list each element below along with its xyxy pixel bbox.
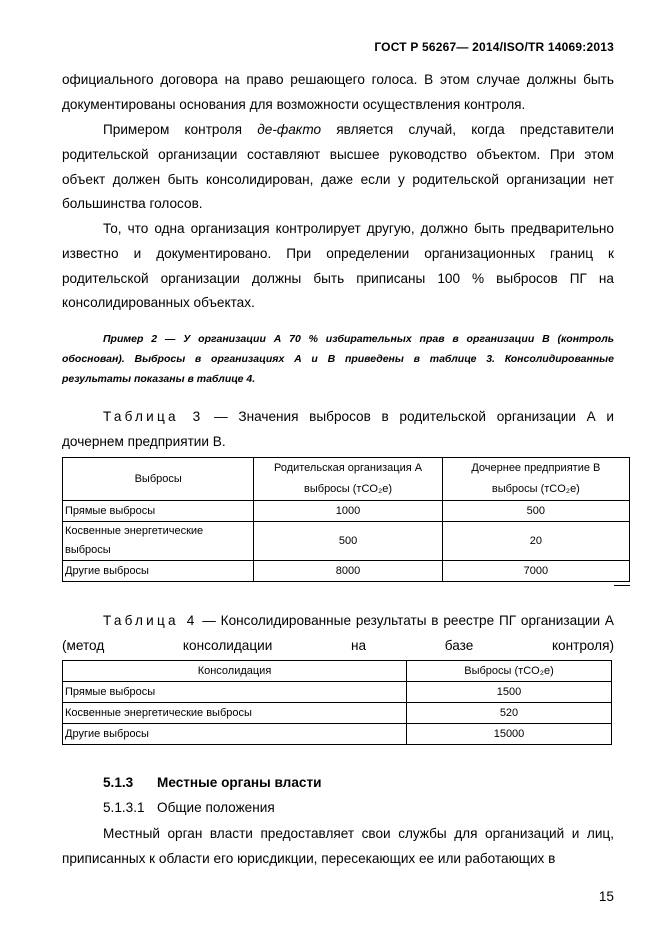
value-cell: 7000 bbox=[442, 561, 629, 582]
row-label bbox=[63, 522, 254, 561]
table-row bbox=[63, 703, 612, 724]
header-cell: Выбросы (тCO₂e) bbox=[407, 661, 612, 682]
value-cell: 500 bbox=[442, 501, 629, 522]
subsection-number: 5.1.3.1 bbox=[103, 800, 145, 815]
row-label: Косвенные энергетические выбросы bbox=[63, 703, 407, 724]
value-cell: 1500 bbox=[407, 682, 612, 703]
section-title: Местные органы власти bbox=[157, 775, 322, 790]
header-line: Дочернее предприятие В bbox=[471, 462, 601, 474]
paragraph-text: Примером контроля bbox=[103, 122, 258, 137]
subsection-title: Общие положения bbox=[157, 800, 275, 815]
table-header-row bbox=[63, 458, 630, 501]
header-line: выбросы (тCO₂e) bbox=[491, 483, 580, 495]
table-row bbox=[63, 501, 630, 522]
header-line: выбросы (тCO₂e) bbox=[304, 483, 393, 495]
table-label: Таблица 3 bbox=[103, 409, 204, 424]
header-cell: Выбросы bbox=[63, 458, 254, 501]
value-cell: 1000 bbox=[254, 501, 442, 522]
table-3-emissions bbox=[62, 457, 630, 582]
italic-term: де-факто bbox=[257, 122, 322, 137]
paragraph-de-facto-example bbox=[62, 118, 614, 217]
paragraph-control-basis: официального договора на право решающего голоса. В этом случае должны быть документированы основания для возможности осуществления контроля. bbox=[62, 72, 614, 112]
value-cell: 500 bbox=[254, 522, 442, 561]
paragraph-local-authority: Местный орган власти предоставляет свои службы для организаций и лиц, приписанных к области его юрисдикции, пересекающих ее или работающих в bbox=[62, 826, 614, 866]
row-label: Прямые выбросы bbox=[63, 682, 407, 703]
table-header-row bbox=[63, 661, 612, 682]
header-cell: Консолидация bbox=[63, 661, 407, 682]
table-label: Таблица 4 bbox=[103, 613, 198, 628]
row-label-line: Косвенные энергетические bbox=[65, 525, 204, 537]
table-row bbox=[63, 522, 630, 561]
caption-text: — Значения выбросов в родительской организации А и дочернем предприятии В. bbox=[62, 409, 615, 449]
section-number: 5.1.3 bbox=[103, 775, 134, 790]
example-2-note bbox=[62, 329, 614, 389]
row-label: Другие выбросы bbox=[63, 561, 254, 582]
table-border-artifact bbox=[614, 585, 630, 586]
row-label: Другие выбросы bbox=[63, 724, 407, 745]
paragraph-text: является случай, когда представители родительской организации составляют высшее руководство объектом. При этом объект должен быть консолидирован, даже если у родительской организации нет большинства голосов. bbox=[62, 122, 615, 212]
table-row bbox=[63, 724, 612, 745]
table-3-caption bbox=[62, 405, 614, 455]
table-4-consolidated bbox=[62, 660, 612, 745]
row-label-line: выбросы bbox=[65, 544, 111, 556]
value-cell: 20 bbox=[442, 522, 629, 561]
value-cell: 15000 bbox=[407, 724, 612, 745]
caption-text: — Консолидированные результаты в реестре ПГ организации А (метод консолидации на базе контроля) bbox=[62, 613, 614, 653]
example-line: Пример 2 — У организации А 70 % избирательных прав в организации В (контроль bbox=[103, 333, 614, 345]
table-row bbox=[63, 682, 612, 703]
header-cell bbox=[442, 458, 629, 501]
header-cell bbox=[254, 458, 442, 501]
example-line: обоснован). Выбросы в организациях А и В приведены в таблице 3. Консолидированные bbox=[62, 353, 614, 365]
page-number: 15 bbox=[598, 889, 614, 904]
document-header: ГОСТ Р 56267— 2014/ISO/TR 14069:2013 bbox=[374, 40, 614, 54]
example-line: результаты показаны в таблице 4. bbox=[62, 373, 256, 385]
table-row bbox=[63, 561, 630, 582]
paragraph-organizational-boundaries: То, что одна организация контролирует другую, должно быть предварительно известно и документировано. При определении организационных границ к родительской организации должны быть приписаны 100 % выбросов ПГ на консолидированных объектах. bbox=[62, 221, 614, 311]
header-line: Родительская организация А bbox=[273, 462, 423, 474]
value-cell: 520 bbox=[407, 703, 612, 724]
table-4-caption bbox=[62, 609, 614, 659]
value-cell: 8000 bbox=[254, 561, 442, 582]
row-label: Прямые выбросы bbox=[63, 501, 254, 522]
